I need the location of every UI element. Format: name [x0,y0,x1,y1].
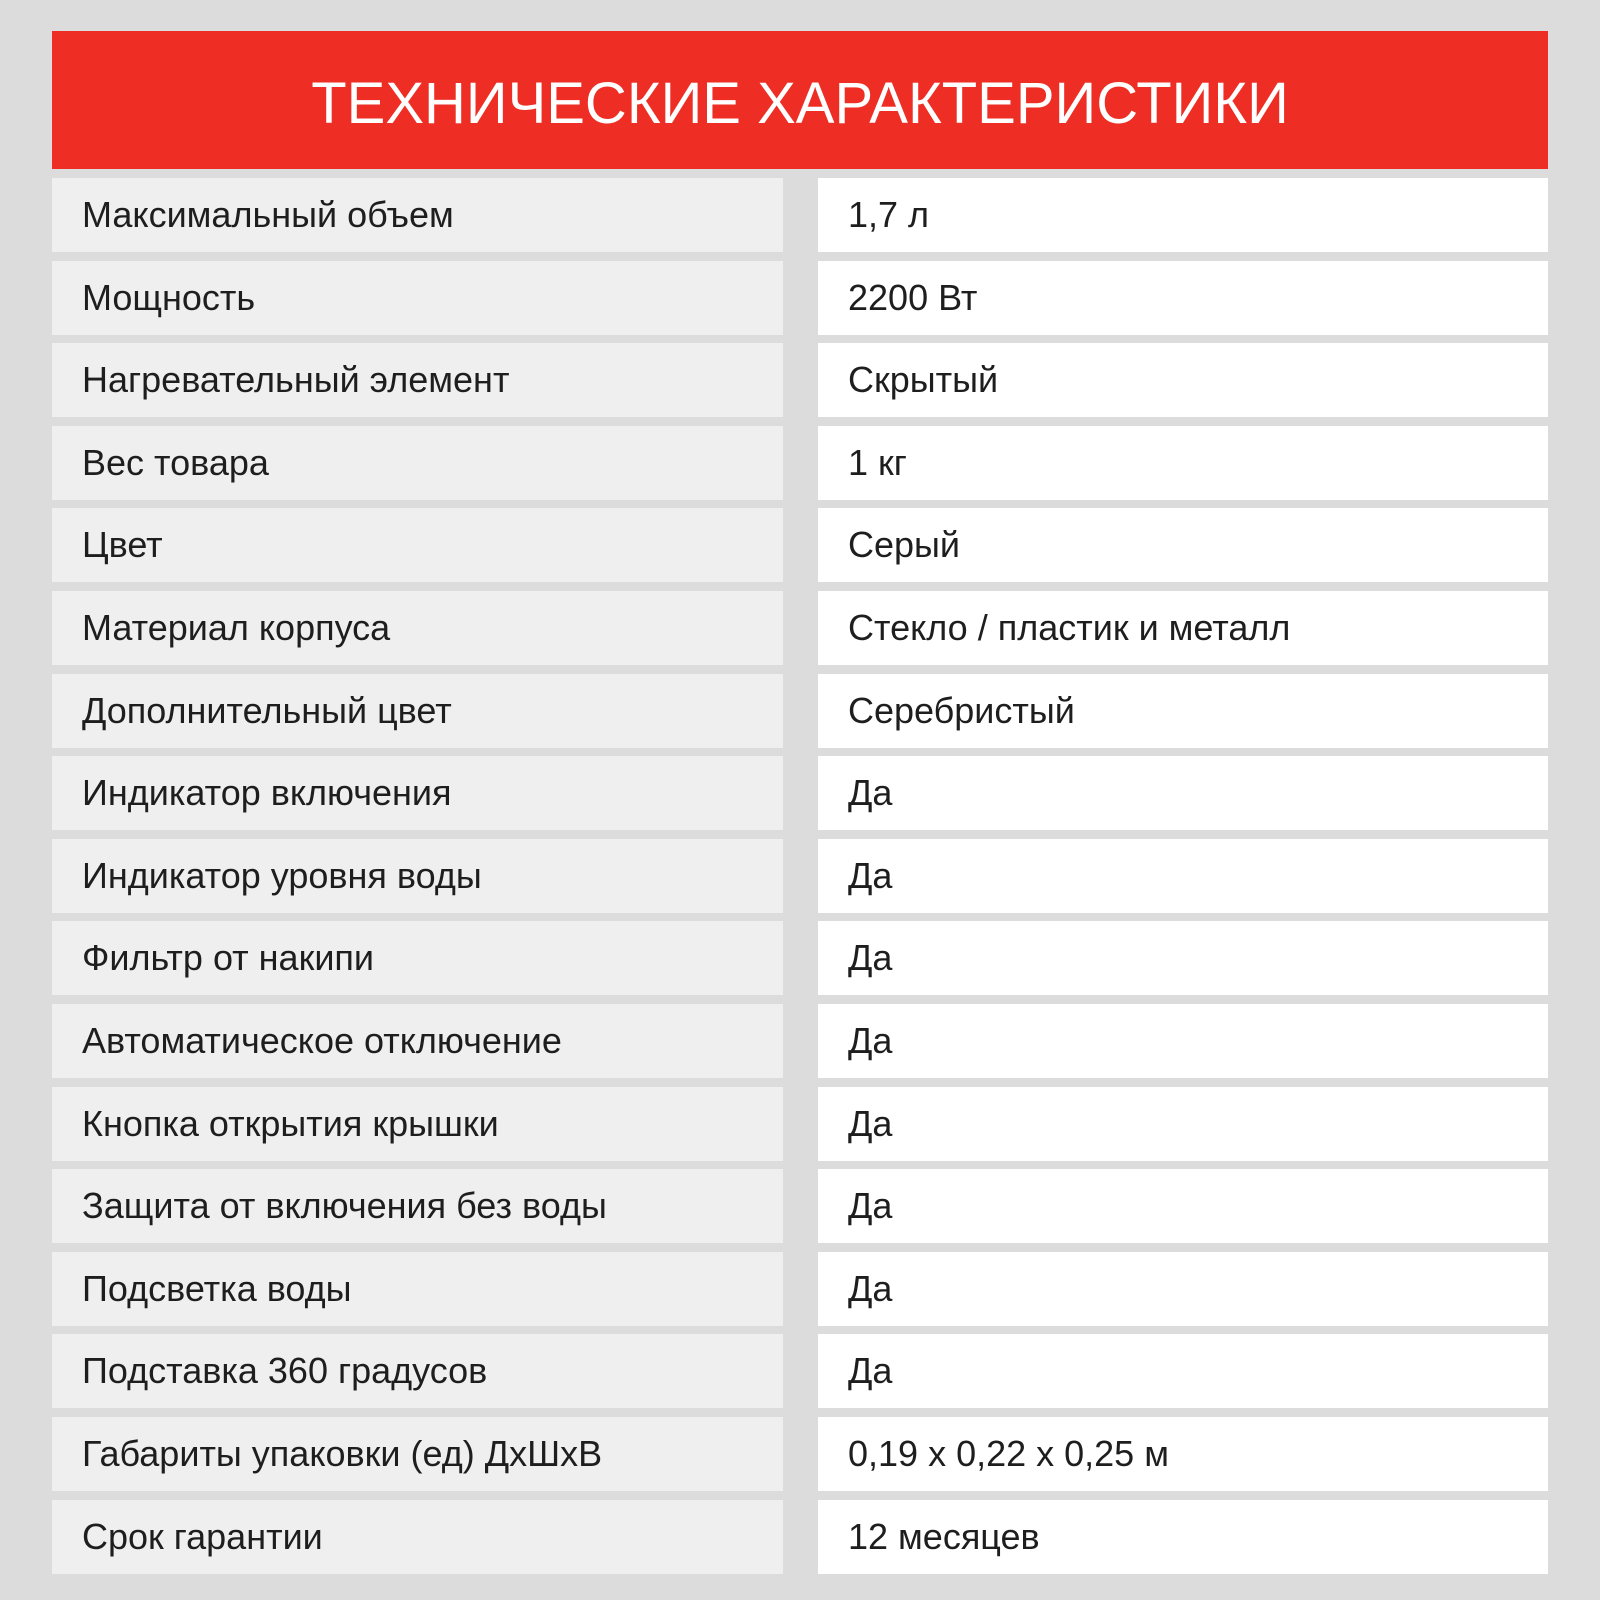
page-title: ТЕХНИЧЕСКИЕ ХАРАКТЕРИСТИКИ [311,70,1289,136]
spec-row [52,1087,1548,1161]
spec-value: 1 кг [818,426,1548,500]
spec-value: Да [818,839,1548,913]
spec-label: Вес товара [52,426,783,500]
spec-row [52,839,1548,913]
spec-value: Скрытый [818,343,1548,417]
spec-value: Серый [818,508,1548,582]
spec-value: Да [818,1087,1548,1161]
spec-label: Материал корпуса [52,591,783,665]
spec-value: 1,7 л [818,178,1548,252]
spec-value: Да [818,1004,1548,1078]
spec-value: 0,19 х 0,22 х 0,25 м [818,1417,1548,1491]
spec-row [52,343,1548,417]
spec-value: Да [818,1169,1548,1243]
spec-label: Защита от включения без воды [52,1169,783,1243]
spec-row [52,1169,1548,1243]
spec-row [52,1500,1548,1574]
spec-row [52,921,1548,995]
spec-label: Автоматическое отключение [52,1004,783,1078]
spec-value: Да [818,756,1548,830]
spec-label: Подсветка воды [52,1252,783,1326]
spec-label: Дополнительный цвет [52,674,783,748]
spec-value: 12 месяцев [818,1500,1548,1574]
spec-row [52,426,1548,500]
specs-table [52,178,1548,1582]
spec-value: 2200 Вт [818,261,1548,335]
spec-label: Кнопка открытия крышки [52,1087,783,1161]
spec-label: Цвет [52,508,783,582]
spec-label: Подставка 360 градусов [52,1334,783,1408]
spec-label: Максимальный объем [52,178,783,252]
spec-row [52,1334,1548,1408]
spec-value: Стекло / пластик и металл [818,591,1548,665]
spec-label: Срок гарантии [52,1500,783,1574]
spec-row [52,674,1548,748]
spec-value: Да [818,1334,1548,1408]
spec-row [52,1252,1548,1326]
spec-label: Мощность [52,261,783,335]
spec-label: Индикатор уровня воды [52,839,783,913]
spec-label: Индикатор включения [52,756,783,830]
spec-row [52,178,1548,252]
spec-row [52,591,1548,665]
spec-value: Да [818,1252,1548,1326]
header-banner [52,31,1548,169]
spec-value: Серебристый [818,674,1548,748]
spec-label: Габариты упаковки (ед) ДхШхВ [52,1417,783,1491]
spec-row [52,1004,1548,1078]
spec-label: Фильтр от накипи [52,921,783,995]
spec-row [52,508,1548,582]
spec-value: Да [818,921,1548,995]
spec-label: Нагревательный элемент [52,343,783,417]
spec-row [52,756,1548,830]
spec-row [52,261,1548,335]
spec-row [52,1417,1548,1491]
